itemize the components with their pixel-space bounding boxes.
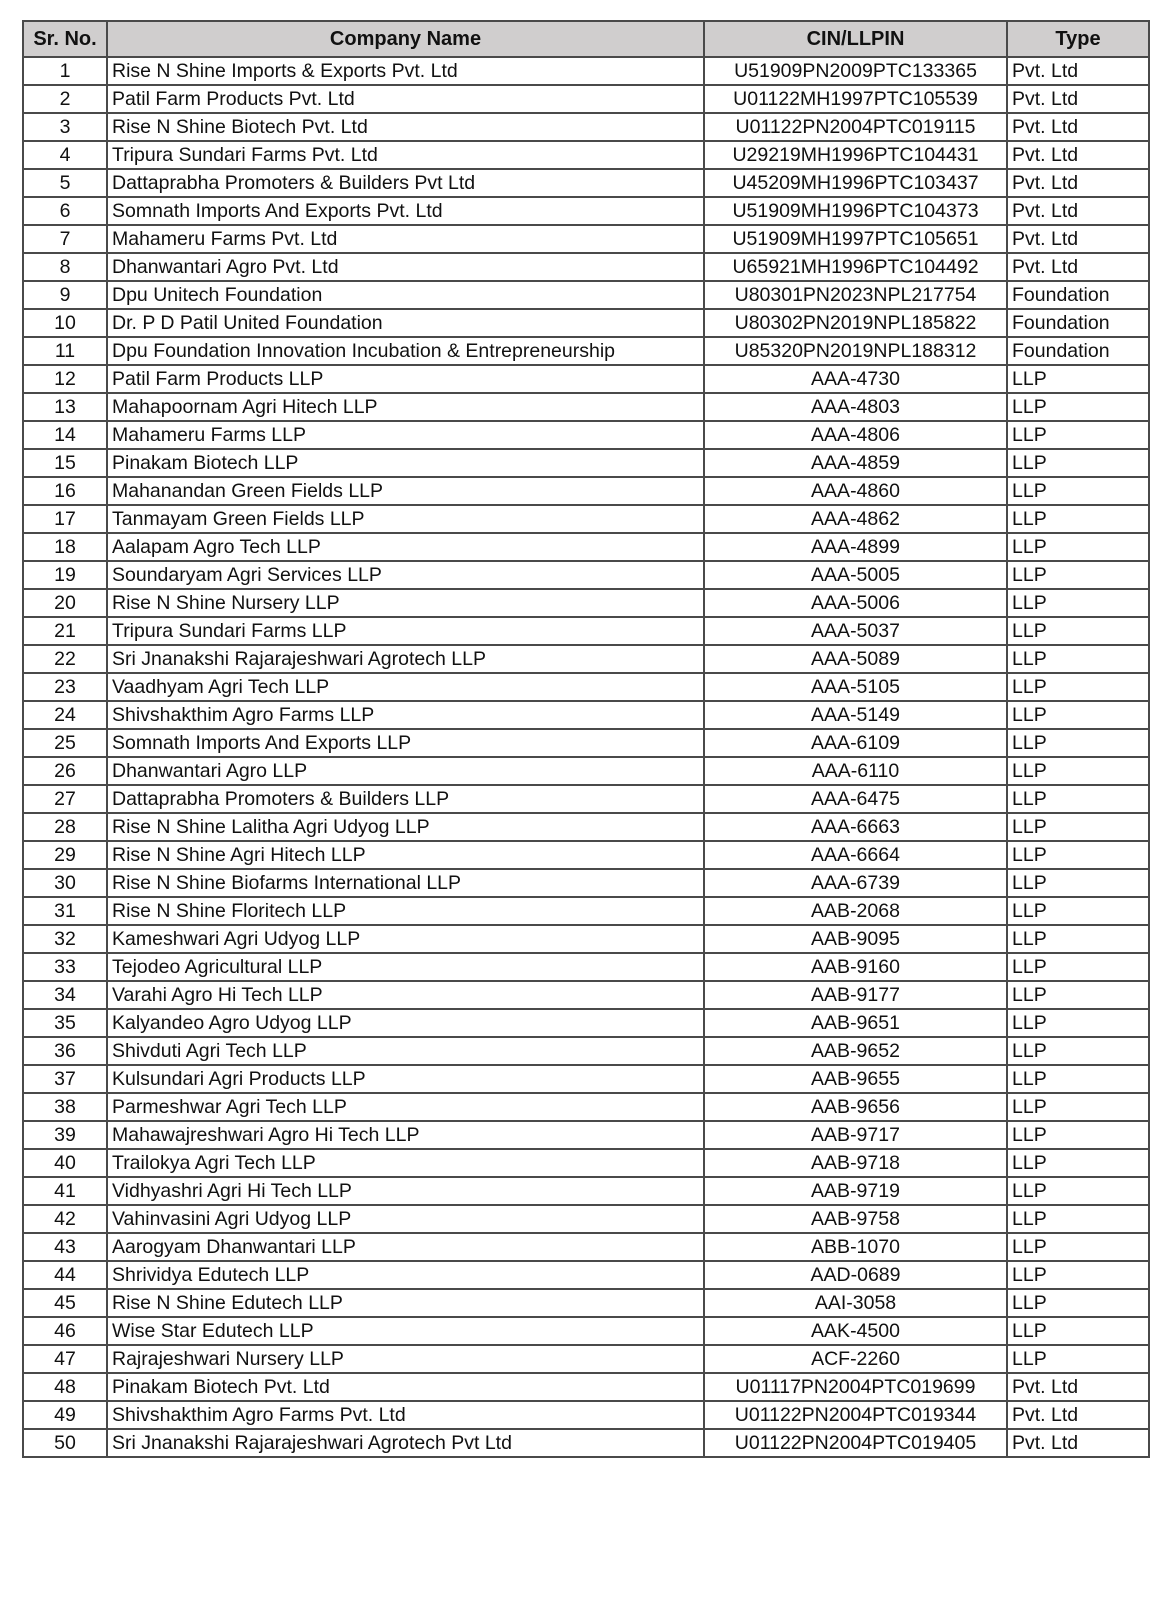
cell-company-name: Wise Star Edutech LLP <box>107 1317 704 1345</box>
cell-cin-llpin: AAA-4803 <box>704 393 1007 421</box>
cell-company-name: Pinakam Biotech LLP <box>107 449 704 477</box>
cell-company-name: Somnath Imports And Exports Pvt. Ltd <box>107 197 704 225</box>
cell-sr-no: 6 <box>23 197 107 225</box>
cell-cin-llpin: U80302PN2019NPL185822 <box>704 309 1007 337</box>
cell-sr-no: 27 <box>23 785 107 813</box>
cell-type: LLP <box>1007 1345 1149 1373</box>
cell-sr-no: 25 <box>23 729 107 757</box>
cell-company-name: Aarogyam Dhanwantari LLP <box>107 1233 704 1261</box>
cell-company-name: Mahawajreshwari Agro Hi Tech LLP <box>107 1121 704 1149</box>
table-row <box>23 813 1149 841</box>
table-row <box>23 225 1149 253</box>
cell-sr-no: 47 <box>23 1345 107 1373</box>
cell-company-name: Rajrajeshwari Nursery LLP <box>107 1345 704 1373</box>
cell-type: Pvt. Ltd <box>1007 253 1149 281</box>
cell-company-name: Shivduti Agri Tech LLP <box>107 1037 704 1065</box>
cell-company-name: Rise N Shine Biotech Pvt. Ltd <box>107 113 704 141</box>
cell-company-name: Varahi Agro Hi Tech LLP <box>107 981 704 1009</box>
cell-type: LLP <box>1007 1261 1149 1289</box>
cell-company-name: Sri Jnanakshi Rajarajeshwari Agrotech LLP <box>107 645 704 673</box>
header-cin-llpin: CIN/LLPIN <box>704 21 1007 57</box>
cell-cin-llpin: U51909MH1996PTC104373 <box>704 197 1007 225</box>
cell-type: LLP <box>1007 533 1149 561</box>
cell-cin-llpin: AAA-6664 <box>704 841 1007 869</box>
cell-company-name: Mahameru Farms Pvt. Ltd <box>107 225 704 253</box>
cell-cin-llpin: U80301PN2023NPL217754 <box>704 281 1007 309</box>
cell-cin-llpin: AAA-4860 <box>704 477 1007 505</box>
cell-type: LLP <box>1007 589 1149 617</box>
cell-type: LLP <box>1007 897 1149 925</box>
cell-company-name: Dpu Foundation Innovation Incubation & Entrepreneurship <box>107 337 704 365</box>
cell-company-name: Tripura Sundari Farms LLP <box>107 617 704 645</box>
cell-cin-llpin: AAB-9717 <box>704 1121 1007 1149</box>
cell-sr-no: 31 <box>23 897 107 925</box>
cell-sr-no: 35 <box>23 1009 107 1037</box>
cell-sr-no: 11 <box>23 337 107 365</box>
cell-sr-no: 10 <box>23 309 107 337</box>
cell-company-name: Dattaprabha Promoters & Builders Pvt Ltd <box>107 169 704 197</box>
table-row <box>23 1205 1149 1233</box>
table-row <box>23 421 1149 449</box>
cell-cin-llpin: AAA-5089 <box>704 645 1007 673</box>
company-table <box>22 20 1150 1458</box>
cell-type: LLP <box>1007 953 1149 981</box>
cell-cin-llpin: U65921MH1996PTC104492 <box>704 253 1007 281</box>
cell-company-name: Aalapam Agro Tech LLP <box>107 533 704 561</box>
cell-company-name: Shivshakthim Agro Farms LLP <box>107 701 704 729</box>
cell-type: LLP <box>1007 393 1149 421</box>
cell-sr-no: 41 <box>23 1177 107 1205</box>
cell-cin-llpin: U01117PN2004PTC019699 <box>704 1373 1007 1401</box>
cell-cin-llpin: AAB-9719 <box>704 1177 1007 1205</box>
cell-sr-no: 13 <box>23 393 107 421</box>
table-row <box>23 505 1149 533</box>
cell-sr-no: 43 <box>23 1233 107 1261</box>
cell-type: LLP <box>1007 701 1149 729</box>
cell-type: LLP <box>1007 869 1149 897</box>
cell-cin-llpin: U29219MH1996PTC104431 <box>704 141 1007 169</box>
table-row <box>23 1373 1149 1401</box>
table-row <box>23 1317 1149 1345</box>
cell-company-name: Rise N Shine Agri Hitech LLP <box>107 841 704 869</box>
cell-type: LLP <box>1007 1121 1149 1149</box>
cell-sr-no: 9 <box>23 281 107 309</box>
cell-company-name: Rise N Shine Biofarms International LLP <box>107 869 704 897</box>
cell-sr-no: 7 <box>23 225 107 253</box>
cell-company-name: Trailokya Agri Tech LLP <box>107 1149 704 1177</box>
header-sr-no: Sr. No. <box>23 21 107 57</box>
cell-cin-llpin: AAI-3058 <box>704 1289 1007 1317</box>
cell-type: LLP <box>1007 421 1149 449</box>
table-row <box>23 1037 1149 1065</box>
cell-company-name: Rise N Shine Imports & Exports Pvt. Ltd <box>107 57 704 85</box>
cell-type: LLP <box>1007 785 1149 813</box>
cell-sr-no: 16 <box>23 477 107 505</box>
table-row <box>23 1429 1149 1457</box>
cell-sr-no: 3 <box>23 113 107 141</box>
cell-cin-llpin: AAA-5105 <box>704 673 1007 701</box>
table-row <box>23 1401 1149 1429</box>
cell-type: LLP <box>1007 617 1149 645</box>
cell-type: LLP <box>1007 1205 1149 1233</box>
cell-cin-llpin: AAA-5037 <box>704 617 1007 645</box>
cell-type: LLP <box>1007 1177 1149 1205</box>
table-row <box>23 533 1149 561</box>
cell-type: LLP <box>1007 1233 1149 1261</box>
table-row <box>23 1149 1149 1177</box>
cell-company-name: Dpu Unitech Foundation <box>107 281 704 309</box>
cell-company-name: Dr. P D Patil United Foundation <box>107 309 704 337</box>
table-row <box>23 1233 1149 1261</box>
cell-sr-no: 15 <box>23 449 107 477</box>
cell-cin-llpin: U85320PN2019NPL188312 <box>704 337 1007 365</box>
cell-sr-no: 24 <box>23 701 107 729</box>
cell-cin-llpin: AAB-9160 <box>704 953 1007 981</box>
cell-sr-no: 34 <box>23 981 107 1009</box>
cell-type: Foundation <box>1007 337 1149 365</box>
cell-company-name: Kalyandeo Agro Udyog LLP <box>107 1009 704 1037</box>
cell-company-name: Kameshwari Agri Udyog LLP <box>107 925 704 953</box>
cell-cin-llpin: AAB-9095 <box>704 925 1007 953</box>
table-body <box>23 57 1149 1457</box>
cell-cin-llpin: AAA-5006 <box>704 589 1007 617</box>
cell-type: LLP <box>1007 813 1149 841</box>
table-row <box>23 449 1149 477</box>
cell-cin-llpin: AAB-9652 <box>704 1037 1007 1065</box>
cell-company-name: Mahameru Farms LLP <box>107 421 704 449</box>
table-row <box>23 253 1149 281</box>
cell-type: Pvt. Ltd <box>1007 225 1149 253</box>
table-row <box>23 841 1149 869</box>
cell-sr-no: 29 <box>23 841 107 869</box>
cell-sr-no: 37 <box>23 1065 107 1093</box>
cell-sr-no: 38 <box>23 1093 107 1121</box>
cell-type: LLP <box>1007 561 1149 589</box>
table-row <box>23 1121 1149 1149</box>
cell-company-name: Rise N Shine Floritech LLP <box>107 897 704 925</box>
cell-sr-no: 26 <box>23 757 107 785</box>
table-row <box>23 281 1149 309</box>
cell-cin-llpin: U51909PN2009PTC133365 <box>704 57 1007 85</box>
cell-cin-llpin: AAA-6739 <box>704 869 1007 897</box>
table-row <box>23 925 1149 953</box>
cell-type: LLP <box>1007 477 1149 505</box>
cell-sr-no: 4 <box>23 141 107 169</box>
cell-cin-llpin: AAA-6110 <box>704 757 1007 785</box>
cell-type: LLP <box>1007 365 1149 393</box>
table-row <box>23 85 1149 113</box>
cell-cin-llpin: AAB-9656 <box>704 1093 1007 1121</box>
cell-type: Foundation <box>1007 281 1149 309</box>
header-type: Type <box>1007 21 1149 57</box>
table-row <box>23 57 1149 85</box>
table-row <box>23 365 1149 393</box>
cell-company-name: Vahinvasini Agri Udyog LLP <box>107 1205 704 1233</box>
cell-cin-llpin: U01122PN2004PTC019405 <box>704 1429 1007 1457</box>
cell-type: LLP <box>1007 1037 1149 1065</box>
cell-company-name: Patil Farm Products Pvt. Ltd <box>107 85 704 113</box>
cell-type: LLP <box>1007 925 1149 953</box>
cell-sr-no: 39 <box>23 1121 107 1149</box>
cell-sr-no: 19 <box>23 561 107 589</box>
table-row <box>23 561 1149 589</box>
cell-cin-llpin: U51909MH1997PTC105651 <box>704 225 1007 253</box>
cell-cin-llpin: ACF-2260 <box>704 1345 1007 1373</box>
cell-sr-no: 40 <box>23 1149 107 1177</box>
table-row <box>23 337 1149 365</box>
cell-sr-no: 12 <box>23 365 107 393</box>
cell-sr-no: 17 <box>23 505 107 533</box>
cell-sr-no: 14 <box>23 421 107 449</box>
cell-sr-no: 5 <box>23 169 107 197</box>
cell-type: LLP <box>1007 841 1149 869</box>
cell-company-name: Tejodeo Agricultural LLP <box>107 953 704 981</box>
table-row <box>23 729 1149 757</box>
table-row <box>23 1177 1149 1205</box>
table-row <box>23 1065 1149 1093</box>
cell-company-name: Dattaprabha Promoters & Builders LLP <box>107 785 704 813</box>
cell-type: LLP <box>1007 1009 1149 1037</box>
table-row <box>23 141 1149 169</box>
cell-company-name: Dhanwantari Agro LLP <box>107 757 704 785</box>
cell-company-name: Vidhyashri Agri Hi Tech LLP <box>107 1177 704 1205</box>
table-row <box>23 1009 1149 1037</box>
table-row <box>23 785 1149 813</box>
cell-company-name: Mahapoornam Agri Hitech LLP <box>107 393 704 421</box>
cell-company-name: Tripura Sundari Farms Pvt. Ltd <box>107 141 704 169</box>
cell-company-name: Dhanwantari Agro Pvt. Ltd <box>107 253 704 281</box>
cell-cin-llpin: AAA-6475 <box>704 785 1007 813</box>
cell-cin-llpin: AAB-9177 <box>704 981 1007 1009</box>
cell-type: LLP <box>1007 981 1149 1009</box>
table-row <box>23 1261 1149 1289</box>
cell-sr-no: 18 <box>23 533 107 561</box>
cell-company-name: Rise N Shine Nursery LLP <box>107 589 704 617</box>
table-row <box>23 757 1149 785</box>
cell-company-name: Rise N Shine Lalitha Agri Udyog LLP <box>107 813 704 841</box>
table-row <box>23 1289 1149 1317</box>
header-row <box>23 21 1149 57</box>
cell-type: Foundation <box>1007 309 1149 337</box>
cell-cin-llpin: AAA-5005 <box>704 561 1007 589</box>
cell-sr-no: 30 <box>23 869 107 897</box>
cell-company-name: Vaadhyam Agri Tech LLP <box>107 673 704 701</box>
cell-cin-llpin: AAB-9758 <box>704 1205 1007 1233</box>
header-company-name: Company Name <box>107 21 704 57</box>
cell-company-name: Soundaryam Agri Services LLP <box>107 561 704 589</box>
table-header <box>23 21 1149 57</box>
cell-sr-no: 36 <box>23 1037 107 1065</box>
cell-company-name: Patil Farm Products LLP <box>107 365 704 393</box>
cell-cin-llpin: AAA-6663 <box>704 813 1007 841</box>
cell-sr-no: 44 <box>23 1261 107 1289</box>
cell-sr-no: 32 <box>23 925 107 953</box>
cell-type: Pvt. Ltd <box>1007 197 1149 225</box>
cell-sr-no: 48 <box>23 1373 107 1401</box>
cell-sr-no: 50 <box>23 1429 107 1457</box>
cell-sr-no: 45 <box>23 1289 107 1317</box>
table-row <box>23 197 1149 225</box>
cell-cin-llpin: AAA-4806 <box>704 421 1007 449</box>
cell-type: LLP <box>1007 1065 1149 1093</box>
cell-company-name: Shrividya Edutech LLP <box>107 1261 704 1289</box>
cell-type: LLP <box>1007 1317 1149 1345</box>
cell-sr-no: 42 <box>23 1205 107 1233</box>
cell-sr-no: 23 <box>23 673 107 701</box>
table-row <box>23 981 1149 1009</box>
cell-cin-llpin: AAB-2068 <box>704 897 1007 925</box>
table-row <box>23 477 1149 505</box>
table-row <box>23 113 1149 141</box>
cell-cin-llpin: AAA-4730 <box>704 365 1007 393</box>
cell-type: LLP <box>1007 757 1149 785</box>
cell-type: LLP <box>1007 1093 1149 1121</box>
cell-cin-llpin: AAA-4859 <box>704 449 1007 477</box>
cell-company-name: Pinakam Biotech Pvt. Ltd <box>107 1373 704 1401</box>
cell-cin-llpin: AAB-9718 <box>704 1149 1007 1177</box>
cell-company-name: Mahanandan Green Fields LLP <box>107 477 704 505</box>
cell-type: Pvt. Ltd <box>1007 1401 1149 1429</box>
cell-sr-no: 8 <box>23 253 107 281</box>
cell-cin-llpin: U01122PN2004PTC019115 <box>704 113 1007 141</box>
cell-sr-no: 46 <box>23 1317 107 1345</box>
cell-type: Pvt. Ltd <box>1007 1373 1149 1401</box>
cell-type: LLP <box>1007 729 1149 757</box>
cell-cin-llpin: U45209MH1996PTC103437 <box>704 169 1007 197</box>
table-row <box>23 701 1149 729</box>
cell-cin-llpin: AAK-4500 <box>704 1317 1007 1345</box>
cell-cin-llpin: AAB-9651 <box>704 1009 1007 1037</box>
table-row <box>23 869 1149 897</box>
cell-type: Pvt. Ltd <box>1007 1429 1149 1457</box>
table-row <box>23 617 1149 645</box>
cell-sr-no: 49 <box>23 1401 107 1429</box>
table-row <box>23 309 1149 337</box>
table-row <box>23 1093 1149 1121</box>
cell-sr-no: 33 <box>23 953 107 981</box>
cell-sr-no: 1 <box>23 57 107 85</box>
table-row <box>23 645 1149 673</box>
cell-sr-no: 22 <box>23 645 107 673</box>
cell-cin-llpin: U01122PN2004PTC019344 <box>704 1401 1007 1429</box>
cell-company-name: Tanmayam Green Fields LLP <box>107 505 704 533</box>
cell-cin-llpin: AAA-5149 <box>704 701 1007 729</box>
cell-company-name: Somnath Imports And Exports LLP <box>107 729 704 757</box>
cell-cin-llpin: AAA-6109 <box>704 729 1007 757</box>
cell-type: LLP <box>1007 1289 1149 1317</box>
cell-type: Pvt. Ltd <box>1007 141 1149 169</box>
table-row <box>23 897 1149 925</box>
cell-company-name: Shivshakthim Agro Farms Pvt. Ltd <box>107 1401 704 1429</box>
cell-cin-llpin: ABB-1070 <box>704 1233 1007 1261</box>
cell-sr-no: 20 <box>23 589 107 617</box>
cell-company-name: Sri Jnanakshi Rajarajeshwari Agrotech Pvt Ltd <box>107 1429 704 1457</box>
cell-cin-llpin: AAB-9655 <box>704 1065 1007 1093</box>
cell-cin-llpin: U01122MH1997PTC105539 <box>704 85 1007 113</box>
cell-sr-no: 2 <box>23 85 107 113</box>
cell-cin-llpin: AAA-4862 <box>704 505 1007 533</box>
cell-cin-llpin: AAA-4899 <box>704 533 1007 561</box>
table-row <box>23 393 1149 421</box>
table-row <box>23 589 1149 617</box>
table-row <box>23 1345 1149 1373</box>
cell-type: LLP <box>1007 645 1149 673</box>
cell-type: Pvt. Ltd <box>1007 169 1149 197</box>
cell-type: LLP <box>1007 505 1149 533</box>
cell-type: Pvt. Ltd <box>1007 57 1149 85</box>
cell-company-name: Rise N Shine Edutech LLP <box>107 1289 704 1317</box>
cell-type: LLP <box>1007 673 1149 701</box>
cell-type: LLP <box>1007 1149 1149 1177</box>
cell-sr-no: 28 <box>23 813 107 841</box>
cell-type: Pvt. Ltd <box>1007 113 1149 141</box>
cell-company-name: Kulsundari Agri Products LLP <box>107 1065 704 1093</box>
cell-type: Pvt. Ltd <box>1007 85 1149 113</box>
table-row <box>23 673 1149 701</box>
cell-cin-llpin: AAD-0689 <box>704 1261 1007 1289</box>
table-row <box>23 169 1149 197</box>
cell-type: LLP <box>1007 449 1149 477</box>
cell-company-name: Parmeshwar Agri Tech LLP <box>107 1093 704 1121</box>
table-row <box>23 953 1149 981</box>
cell-sr-no: 21 <box>23 617 107 645</box>
